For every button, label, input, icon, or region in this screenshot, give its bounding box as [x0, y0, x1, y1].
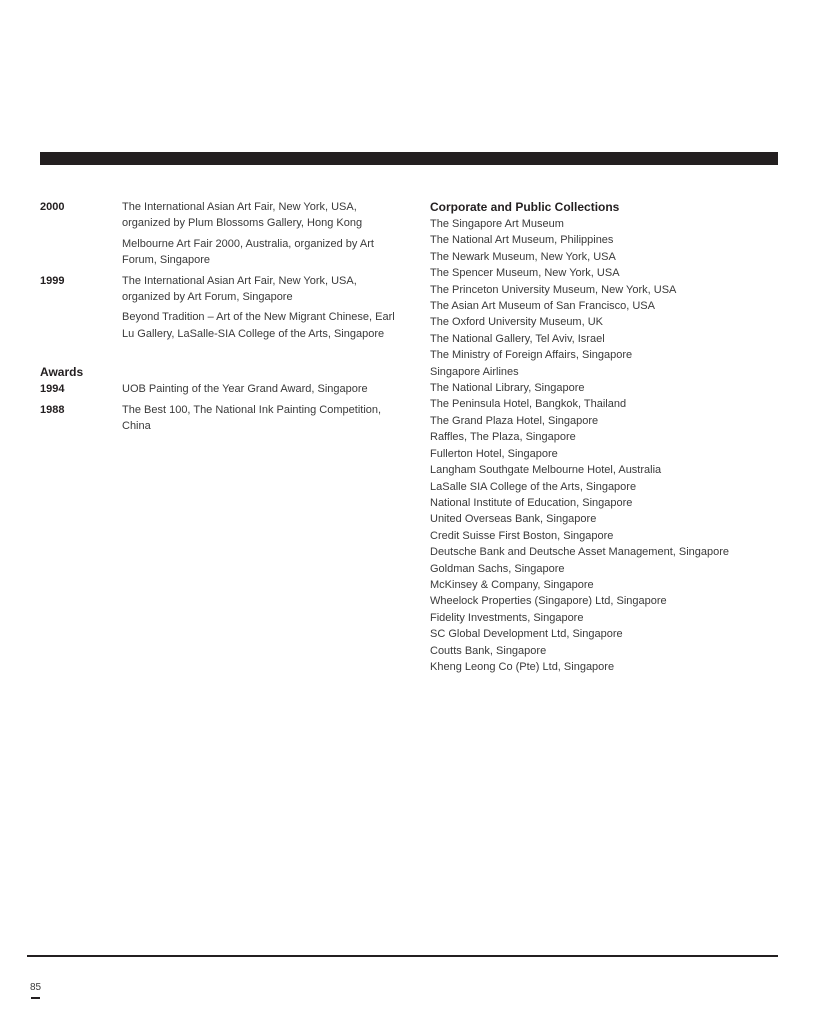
- collection-item: The National Gallery, Tel Aviv, Israel: [430, 332, 605, 345]
- award-entry: [40, 381, 400, 401]
- page-number: 85: [30, 982, 42, 993]
- collection-item: McKinsey & Company, Singapore: [430, 578, 594, 591]
- collection-item: The National Art Museum, Philippines: [430, 234, 614, 247]
- collection-item: The Ministry of Foreign Affairs, Singapore: [430, 349, 633, 362]
- collections-column: [430, 199, 790, 675]
- collection-item: United Overseas Bank, Singapore: [430, 513, 597, 526]
- entry-item: The International Asian Art Fair, New York, USA, organized by Art Forum, Singapore: [122, 274, 357, 304]
- collection-item: Singapore Airlines: [430, 365, 519, 378]
- exhibition-entry: [40, 273, 400, 347]
- collection-item: The Peninsula Hotel, Bangkok, Thailand: [430, 398, 627, 411]
- exhibition-entry: [40, 199, 400, 273]
- collection-item: The Oxford University Museum, UK: [430, 316, 603, 329]
- collection-item: Fullerton Hotel, Singapore: [430, 447, 558, 460]
- collection-item: Wheelock Properties (Singapore) Ltd, Singapore: [430, 595, 667, 608]
- collection-item: Goldman Sachs, Singapore: [430, 562, 565, 575]
- entry-year: 1988: [40, 403, 65, 416]
- collections-heading: Corporate and Public Collections: [430, 200, 620, 214]
- collection-item: SC Global Development Ltd, Singapore: [430, 628, 623, 641]
- collection-item: Raffles, The Plaza, Singapore: [430, 431, 576, 444]
- award-entry: [40, 402, 400, 439]
- header-bar: [40, 152, 778, 165]
- collection-item: Deutsche Bank and Deutsche Asset Management, Singapore: [430, 546, 730, 559]
- collection-item: The Singapore Art Museum: [430, 218, 564, 230]
- entry-item: The Best 100, The National Ink Painting Competition, China: [122, 403, 382, 433]
- awards-heading: Awards: [40, 365, 84, 380]
- exhibitions-column: [40, 199, 400, 438]
- collection-item: The Grand Plaza Hotel, Singapore: [430, 414, 599, 427]
- entry-item: UOB Painting of the Year Grand Award, Singapore: [122, 383, 368, 396]
- entry-year: 1999: [40, 274, 65, 287]
- collection-item: The National Library, Singapore: [430, 382, 585, 395]
- collection-item: Langham Southgate Melbourne Hotel, Australia: [430, 464, 662, 477]
- entry-item: Beyond Tradition – Art of the New Migrant Chinese, Earl Lu Gallery, LaSalle-SIA College of the Arts, Singapore: [122, 311, 395, 340]
- collection-item: LaSalle SIA College of the Arts, Singapore: [430, 480, 637, 493]
- entry-item: The International Asian Art Fair, New York, USA, organized by Plum Blossoms Gallery, Hong Kong: [122, 201, 363, 230]
- footer-rule: [27, 955, 778, 957]
- collection-item: Kheng Leong Co (Pte) Ltd, Singapore: [430, 660, 615, 673]
- collection-item: Coutts Bank, Singapore: [430, 644, 547, 657]
- collection-item: Fidelity Investments, Singapore: [430, 611, 584, 624]
- collection-item: The Asian Art Museum of San Francisco, USA: [430, 300, 655, 313]
- entry-item: Melbourne Art Fair 2000, Australia, organized by Art Forum, Singapore: [122, 237, 374, 267]
- collection-item: The Spencer Museum, New York, USA: [430, 267, 620, 280]
- collection-item: National Institute of Education, Singapore: [430, 496, 633, 509]
- page-number-dash: [31, 997, 40, 999]
- collection-item: Credit Suisse First Boston, Singapore: [430, 529, 614, 542]
- collection-item: The Newark Museum, New York, USA: [430, 250, 616, 263]
- entry-year: 1994: [40, 383, 65, 396]
- collection-item: The Princeton University Museum, New York, USA: [430, 283, 677, 296]
- entry-year: 2000: [40, 201, 65, 213]
